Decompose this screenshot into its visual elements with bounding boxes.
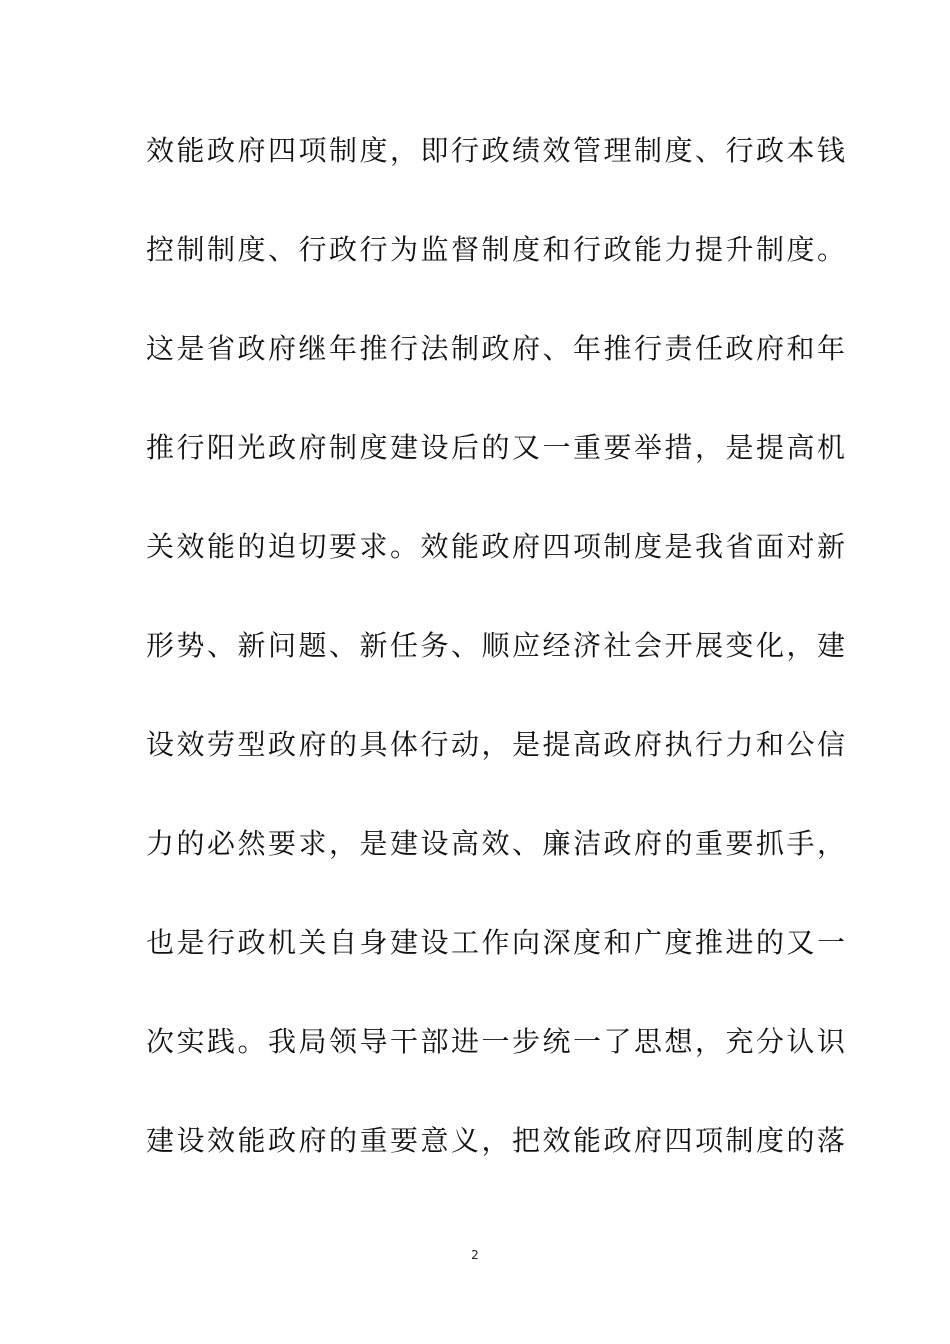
page-number: 2 bbox=[471, 1248, 479, 1262]
text-line: 力的必然要求，是建设高效、廉洁政府的重要抓手， bbox=[146, 827, 848, 860]
text-line: 这是省政府继年推行法制政府、年推行责任政府和年 bbox=[146, 332, 848, 365]
text-line: 关效能的迫切要求。效能政府四项制度是我省面对新 bbox=[146, 530, 848, 563]
text-line: 也是行政机关自身建设工作向深度和广度推进的又一 bbox=[146, 926, 848, 959]
text-line: 形势、新问题、新任务、顺应经济社会开展变化，建 bbox=[146, 629, 848, 662]
body-text bbox=[146, 128, 848, 1217]
text-line: 效能政府四项制度，即行政绩效管理制度、行政本钱 bbox=[146, 134, 848, 167]
text-line: 控制制度、行政行为监督制度和行政能力提升制度。 bbox=[146, 233, 848, 266]
text-line: 设效劳型政府的具体行动，是提高政府执行力和公信 bbox=[146, 728, 848, 761]
text-line: 建设效能政府的重要意义，把效能政府四项制度的落 bbox=[146, 1124, 848, 1157]
text-line: 推行阳光政府制度建设后的又一重要举措，是提高机 bbox=[146, 431, 848, 464]
text-line: 次实践。我局领导干部进一步统一了思想，充分认识 bbox=[146, 1025, 848, 1058]
